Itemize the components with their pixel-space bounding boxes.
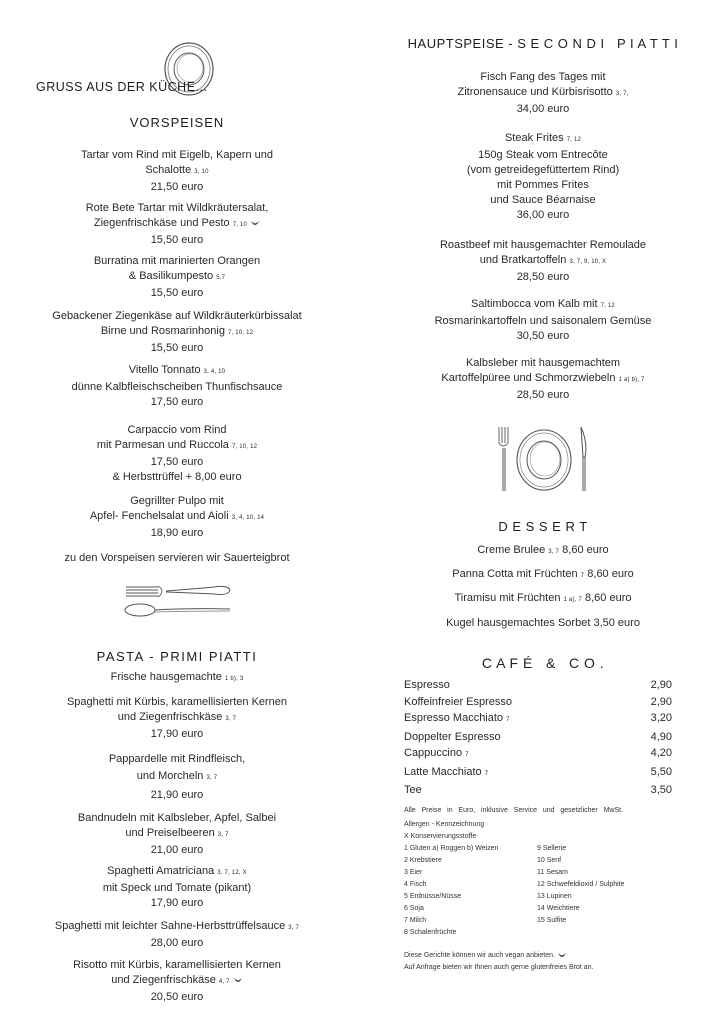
menu-text: 7, 10, 12: [228, 330, 254, 336]
menu-text: Tartar vom Rind mit Eigelb, Kapern und: [81, 149, 273, 161]
menu-text: Creme Brulee: [477, 544, 546, 556]
greeting-title: GRUSS AUS DER KÜCHE...: [36, 80, 208, 94]
menu-text: mit Pommes Frites: [497, 179, 589, 191]
menu-text: 17,50 euro: [150, 396, 204, 408]
menu-text: 7, 10: [232, 222, 248, 228]
menu-text: 7: [465, 752, 469, 758]
menu-text: 11 Sesam: [537, 869, 568, 876]
menu-text: 150g Steak vom Entrecôte: [478, 149, 608, 161]
cafe-row: [404, 677, 672, 694]
menu-text: Fisch Fang des Tages mit: [480, 71, 606, 83]
menu-text: 17,50 euro: [150, 456, 204, 468]
pasta-item: [42, 864, 312, 911]
menu-text: 5 Erdnüsse/Nüsse: [404, 893, 462, 900]
menu-text: und Bratkartoffeln: [479, 254, 567, 266]
menu-text: Ziegenfrischkäse und Pesto: [93, 217, 230, 229]
menu-text: Zitronensauce und Kürbisrisotto: [457, 86, 613, 98]
menu-text: (vom getreidegefüttertem Rind): [466, 164, 620, 176]
menu-text: 12 Schwefeldioxid / Sulphite: [537, 881, 625, 888]
menu-text: Vitello Tonnato: [128, 364, 201, 376]
menu-text: 18,90 euro: [150, 527, 204, 539]
menu-text: 2 Krebstiere: [404, 857, 442, 864]
menu-text: Rote Bete Tartar mit Wildkräutersalat,: [85, 202, 269, 214]
menu-text: 1 a) b), 7: [618, 377, 645, 383]
menu-text: 34,00 euro: [516, 103, 570, 115]
menu-text: 7, 12: [600, 303, 615, 309]
menu-text: mit Speck und Tomate (pikant): [102, 882, 252, 894]
main-item: [398, 356, 688, 403]
menu-text: Kalbsleber mit hausgemachtem: [465, 357, 621, 369]
cafe-title: C A F É & C O .: [481, 655, 605, 671]
menu-text: Panna Cotta mit Früchten: [452, 568, 578, 580]
cafe-row: [404, 764, 672, 783]
menu-text: Doppelter Espresso: [404, 730, 501, 743]
menu-text: Frische hausgemachte: [110, 671, 222, 683]
menu-text: 1 Gluten a) Roggen b) Weizen: [404, 845, 499, 852]
vegan-leaf-icon: [233, 977, 243, 983]
menu-text: 21,50 euro: [150, 181, 204, 193]
menu-text: 20,50 euro: [150, 991, 204, 1003]
menu-text: & Basilikumpesto: [128, 270, 214, 282]
cafe-row: [404, 729, 672, 746]
fork-spoon-icon: [118, 578, 236, 622]
menu-text: 17,90 euro: [150, 728, 204, 740]
menu-text: Kugel hausgemachtes Sorbet: [446, 617, 591, 629]
menu-text: 21,90 euro: [150, 789, 204, 801]
starter-item: [42, 363, 312, 410]
starter-item: [42, 148, 312, 195]
dessert-item: [398, 616, 688, 631]
menu-text: 14 Weichtiere: [537, 905, 580, 912]
plate-cutlery-icon: [493, 423, 593, 495]
starter-item: [42, 201, 312, 248]
starter-item: [42, 494, 312, 541]
menu-text: 8,60 euro: [562, 544, 609, 556]
menu-text: 8,60 euro: [585, 592, 632, 604]
menu-text: 3, 7: [206, 775, 218, 781]
pasta-item: [42, 958, 312, 1005]
cafe-row: [404, 782, 672, 799]
menu-text: 28,00 euro: [150, 937, 204, 949]
menu-text: 30,50 euro: [516, 330, 570, 342]
menu-text: Koffeinfreier Espresso: [404, 695, 513, 708]
menu-text: Burratina mit marinierten Orangen: [93, 255, 261, 267]
menu-text: 4,20: [650, 747, 672, 759]
pasta-item: [42, 695, 312, 742]
pasta-item: [42, 919, 312, 951]
menu-text: Carpaccio vom Rind: [127, 424, 227, 436]
menu-text: Steak Frites: [504, 132, 564, 144]
menu-text: 3,50 euro: [593, 617, 640, 629]
menu-text: 13 Lupinen: [537, 893, 572, 900]
menu-text: 3 Eier: [404, 869, 423, 876]
starter-item: [42, 309, 312, 356]
menu-text: 5,7: [216, 275, 226, 281]
menu-text: Risotto mit Kürbis, karamellisierten Kernen: [73, 959, 281, 971]
menu-text: und Ziegenfrischkäse: [111, 974, 216, 986]
menu-text: 7: [580, 573, 585, 579]
menu-text: 4, 7: [218, 979, 230, 985]
menu-text: 8 Schalenfrüchte: [404, 929, 457, 936]
menu-text: 7, 12: [566, 137, 582, 143]
menu-text: Schalotte: [145, 164, 192, 176]
menu-text: 4,90: [650, 730, 672, 743]
allergen-legend: [404, 819, 684, 939]
menu-text: Roastbeef mit hausgemachter Remoulade: [439, 239, 647, 251]
menu-text: 10 Senf: [537, 857, 562, 864]
menu-text: Diese Gerichte können wir auch vegan anbieten.: [404, 952, 555, 959]
menu-text: 1 a), 7: [563, 597, 582, 603]
menu-text: 9 Sellerie: [537, 845, 567, 852]
menu-text: 8,60 euro: [587, 568, 634, 580]
menu-text: 3, 4, 10, 14: [231, 515, 265, 521]
menu-text: Spaghetti mit leichter Sahne-Herbsttrüffelsauce: [54, 920, 286, 932]
menu-text: Kartoffelpüree und Schmorzwiebeln: [441, 372, 616, 384]
vegan-note: [404, 950, 567, 962]
menu-text: 2,90: [650, 695, 672, 708]
menu-text: und Preiselbeeren: [125, 827, 215, 839]
prices-note: Alle Preise in Euro, inklusive Service und gesetzlicher MwSt.: [404, 807, 624, 814]
menu-text: Birne und Rosmarinhonig: [100, 325, 225, 337]
menu-text: 21,00 euro: [150, 844, 204, 856]
dessert-item: [398, 567, 688, 584]
menu-text: Gebackener Ziegenkäse auf Wildkräuterkürbissalat: [52, 310, 302, 322]
menu-text: Cappuccino: [404, 747, 463, 759]
menu-text: dünne Kalbfleischscheiben Thunfischsauce: [71, 381, 283, 393]
menu-text: 3,20: [650, 712, 672, 724]
menu-text: 36,00 euro: [516, 209, 570, 221]
cafe-row: [404, 694, 672, 711]
menu-text: 3, 4, 10: [203, 369, 226, 375]
mains-title: HAUPTSPEISE - S E C O N D I P I A T T I: [407, 36, 679, 51]
menu-text: Tiramisu mit Früchten: [454, 592, 561, 604]
menu-text: 1 b), 3: [224, 676, 244, 682]
main-item: [398, 131, 688, 223]
menu-text: 15,50 euro: [150, 234, 204, 246]
menu-text: und Morcheln: [136, 770, 204, 782]
menu-text: Espresso Macchiato: [404, 712, 504, 724]
menu-text: Spaghetti Amatriciana: [107, 865, 215, 877]
menu-text: 28,50 euro: [516, 389, 570, 401]
menu-text: 7, 10, 12: [231, 444, 258, 450]
starter-item: [42, 423, 312, 485]
menu-text: 7 Milch: [404, 917, 427, 924]
menu-text: Apfel- Fenchelsalat und Aioli: [89, 510, 229, 522]
vegan-leaf-icon: [250, 220, 260, 226]
menu-text: 15,50 euro: [150, 287, 204, 299]
menu-text: 5,50: [650, 765, 672, 778]
menu-text: 2,90: [650, 679, 672, 691]
starters-title: VORSPEISEN: [129, 115, 225, 130]
menu-text: Tee: [404, 784, 422, 796]
bread-note: zu den Vorspeisen servieren wir Sauerteigbrot: [64, 552, 290, 564]
main-item: [398, 238, 688, 285]
menu-text: Spaghetti mit Kürbis, karamellisierten Kernen: [66, 696, 288, 708]
menu-text: 3, 7, 12, X: [217, 870, 247, 876]
menu-text: 7: [506, 717, 510, 723]
menu-text: 6 Soja: [404, 905, 424, 912]
dessert-title: D E S S E R T: [498, 519, 588, 534]
pasta-title: PASTA - PRIMI PIATTI: [96, 649, 258, 664]
menu-text: 7: [484, 770, 489, 777]
menu-text: Rosmarinkartoffeln und saisonalem Gemüse: [434, 315, 652, 327]
preservative-note: X Konservierungsstoffe: [404, 833, 477, 840]
dessert-item: [398, 591, 688, 608]
menu-text: & Herbsttrüffel + 8,00 euro: [112, 471, 242, 483]
menu-text: 3, 7, 9, 10, X: [569, 259, 607, 265]
menu-text: Bandnudeln mit Kalbsleber, Apfel, Salbei: [77, 812, 277, 824]
cafe-list: [404, 677, 672, 799]
menu-text: mit Parmesan und Ruccola: [96, 439, 229, 451]
menu-text: 3, 7: [548, 549, 560, 555]
menu-text: und Ziegenfrischkäse: [117, 711, 223, 723]
menu-text: 3, 7: [288, 925, 300, 931]
menu-text: 4 Fisch: [404, 881, 427, 888]
allergen-heading: Allergen - Kennzeichnung: [404, 821, 485, 828]
menu-text: Pappardelle mit Rindfleisch,: [108, 753, 246, 765]
menu-text: 3,50: [650, 784, 672, 796]
menu-text: Saltimbocca vom Kalb mit: [471, 298, 598, 310]
menu-text: 3, 7,: [615, 91, 629, 97]
main-item: [398, 70, 688, 117]
menu-text: Latte Macchiato: [404, 765, 482, 778]
cafe-row: [404, 710, 672, 729]
menu-text: 28,50 euro: [516, 271, 570, 283]
pasta-item: [42, 752, 312, 803]
menu-text: 3, 10: [194, 169, 209, 175]
main-item: [398, 297, 688, 344]
vegan-leaf-icon: [557, 952, 567, 958]
starter-item: [42, 254, 312, 301]
dessert-item: [398, 543, 688, 560]
menu-text: und Sauce Béarnaise: [490, 194, 596, 206]
menu-text: 3, 7: [225, 716, 237, 722]
menu-text: Gegrillter Pulpo mit: [130, 495, 224, 507]
pasta-subtitle: [42, 670, 312, 687]
gluten-note: Auf Anfrage bieten wir Ihnen auch gerne glutenfreies Brot an.: [404, 964, 594, 971]
cafe-row: [404, 745, 672, 764]
menu-text: 3, 7: [217, 832, 229, 838]
pasta-item: [42, 811, 312, 858]
menu-text: 17,90 euro: [150, 897, 204, 909]
menu-text: 15,50 euro: [150, 342, 204, 354]
menu-text: Espresso: [404, 679, 450, 691]
menu-text: 15 Sulfite: [537, 917, 567, 924]
